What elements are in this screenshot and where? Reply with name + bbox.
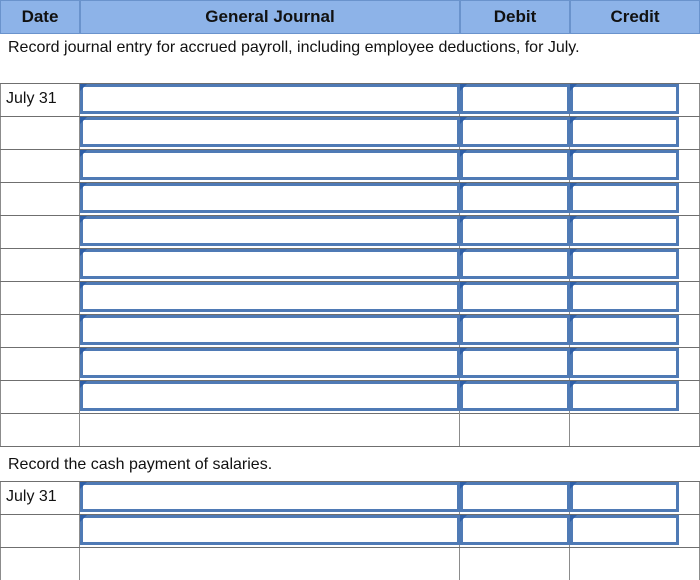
header-debit: Debit (460, 0, 570, 34)
s2-date: July 31 (6, 488, 57, 505)
debit-input[interactable] (460, 348, 570, 378)
grid-vline (0, 83, 1, 446)
account-input[interactable] (80, 348, 460, 378)
credit-input[interactable] (570, 183, 679, 213)
account-input[interactable] (80, 249, 460, 279)
s1-date: July 31 (6, 90, 57, 107)
credit-input[interactable] (570, 381, 679, 411)
account-input[interactable] (80, 183, 460, 213)
grid-vline (459, 413, 460, 446)
instruction-accrued-payroll: Record journal entry for accrued payroll, including employee deductions, for July. (8, 39, 580, 56)
grid-vline (79, 413, 80, 446)
row-separator (0, 413, 700, 414)
debit-input[interactable] (460, 381, 570, 411)
debit-input[interactable] (460, 117, 570, 147)
row-separator (0, 547, 700, 548)
debit-input[interactable] (460, 249, 570, 279)
account-input[interactable] (80, 150, 460, 180)
account-input[interactable] (80, 515, 460, 545)
account-input[interactable] (80, 381, 460, 411)
debit-input[interactable] (460, 482, 570, 512)
debit-input[interactable] (460, 315, 570, 345)
account-input[interactable] (80, 482, 460, 512)
account-input[interactable] (80, 117, 460, 147)
header-credit: Credit (570, 0, 700, 34)
grid-vline (0, 413, 1, 446)
credit-input[interactable] (570, 216, 679, 246)
row-separator (0, 446, 700, 447)
header-date: Date (0, 0, 80, 34)
debit-input[interactable] (460, 183, 570, 213)
account-input[interactable] (80, 216, 460, 246)
credit-input[interactable] (570, 117, 679, 147)
credit-input[interactable] (570, 84, 679, 114)
account-input[interactable] (80, 282, 460, 312)
credit-input[interactable] (570, 315, 679, 345)
account-input[interactable] (80, 315, 460, 345)
credit-input[interactable] (570, 282, 679, 312)
header-general-journal: General Journal (80, 0, 460, 34)
credit-input[interactable] (570, 482, 679, 512)
credit-input[interactable] (570, 150, 679, 180)
row-separator (0, 481, 700, 482)
grid-vline (569, 413, 570, 446)
instruction-cash-payment: Record the cash payment of salaries. (8, 456, 273, 473)
credit-input[interactable] (570, 515, 679, 545)
credit-input[interactable] (570, 249, 679, 279)
account-input[interactable] (80, 84, 460, 114)
debit-input[interactable] (460, 84, 570, 114)
debit-input[interactable] (460, 150, 570, 180)
row-separator (0, 83, 700, 84)
debit-input[interactable] (460, 282, 570, 312)
grid-vline (0, 481, 1, 580)
credit-input[interactable] (570, 348, 679, 378)
debit-input[interactable] (460, 216, 570, 246)
debit-input[interactable] (460, 515, 570, 545)
